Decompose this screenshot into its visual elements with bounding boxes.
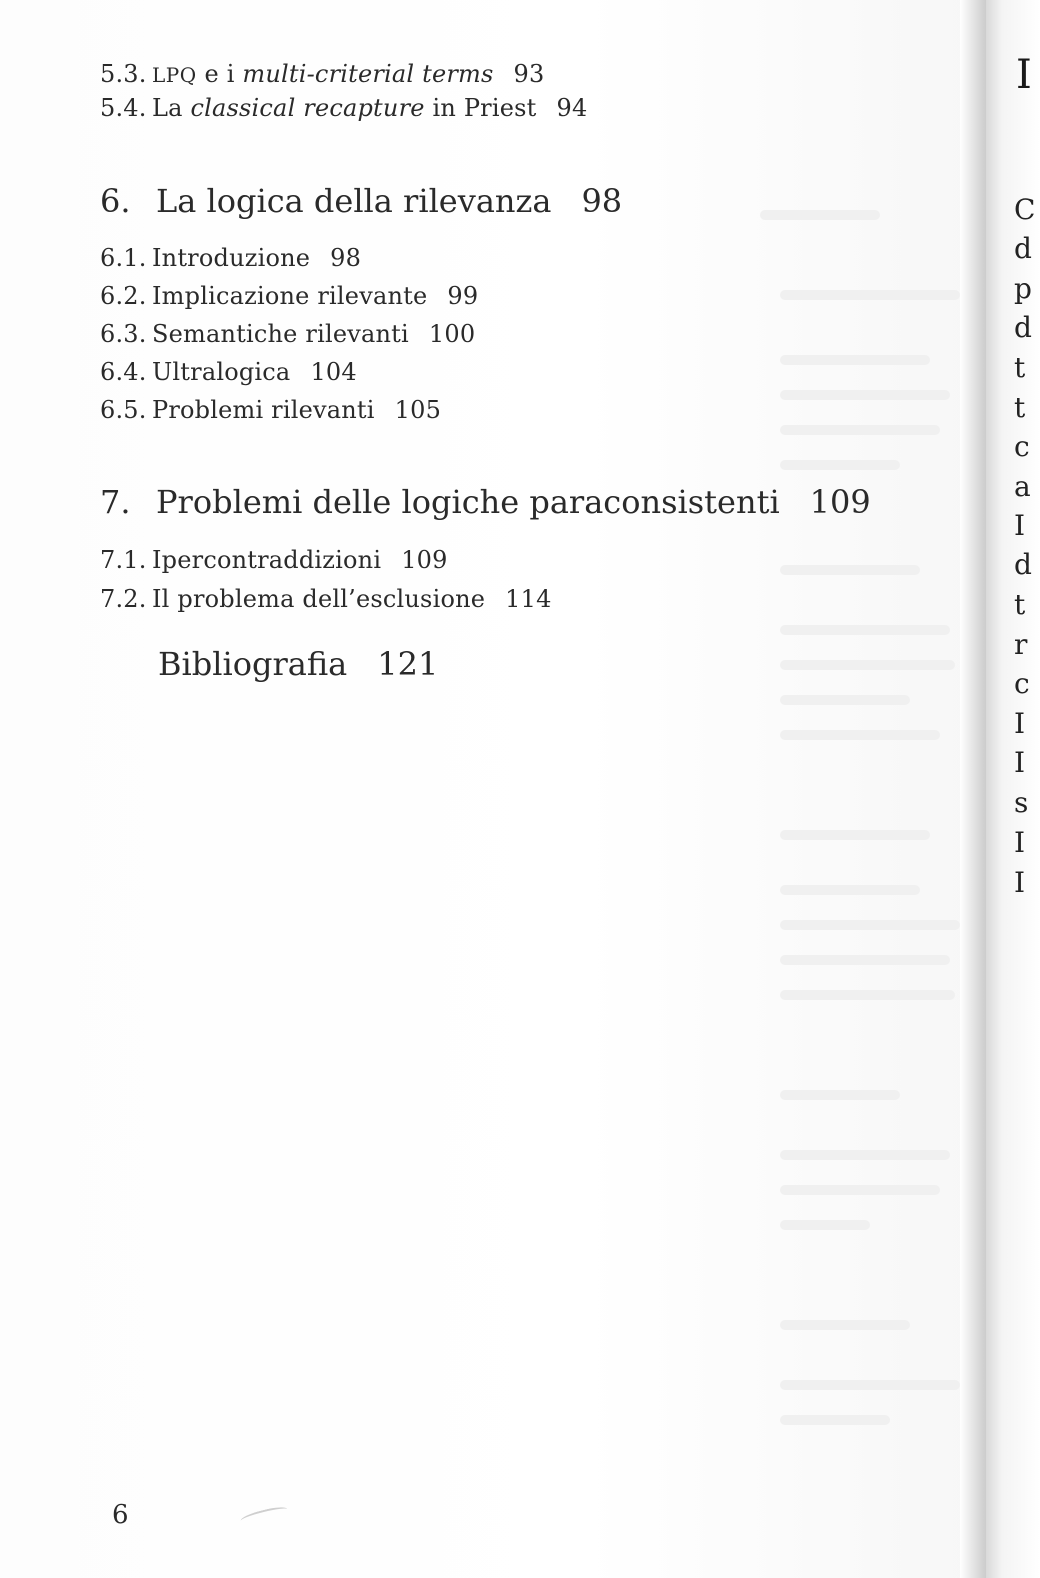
section-title-part: in Priest: [424, 94, 537, 122]
page-number: 109: [401, 546, 448, 574]
right-page-fragment: I: [1014, 707, 1026, 740]
right-page-fragment: c: [1014, 430, 1030, 463]
page-number: 114: [505, 585, 552, 613]
toc-entry-6-4: [100, 358, 357, 386]
section-title-part: e i: [196, 60, 243, 88]
toc-entry-6-3: [100, 320, 475, 348]
page-number: 100: [428, 320, 476, 348]
toc-entry-6-5: [100, 396, 441, 424]
right-page-fragment: d: [1014, 232, 1032, 265]
smudge-mark: [240, 1504, 289, 1525]
section-abbrev: LPQ: [152, 63, 197, 87]
page-number: 105: [394, 396, 442, 424]
bibliography-title: Bibliografia: [158, 645, 348, 683]
section-number: 6.4.: [100, 358, 147, 386]
page-number: 94: [556, 94, 588, 122]
right-page-fragment: s: [1014, 786, 1029, 819]
page-number: 98: [581, 182, 623, 220]
page-number: 109: [809, 483, 871, 521]
book-gutter: [960, 0, 988, 1578]
right-page-fragment: a: [1014, 470, 1031, 503]
right-page-fragment: I: [1014, 746, 1026, 779]
toc-bibliography: [158, 645, 438, 683]
toc-chapter-7: [100, 483, 871, 521]
right-page-fragment: t: [1014, 391, 1026, 424]
chapter-number: 6.: [100, 182, 131, 220]
section-title: Il problema dell’esclusione: [152, 585, 486, 613]
section-number: 5.3.: [100, 60, 147, 88]
section-title-part: La: [152, 94, 191, 122]
section-number: 6.3.: [100, 320, 147, 348]
right-page-fragment: I: [1014, 866, 1026, 899]
right-page-fragment: r: [1014, 628, 1028, 661]
right-page-fragment: C: [1014, 193, 1036, 226]
chapter-title: Problemi delle logiche paraconsistenti: [156, 483, 780, 521]
toc-entry-6-1: [100, 244, 361, 272]
toc-entry-6-2: [100, 282, 478, 310]
book-page-right: [986, 0, 1040, 1578]
right-page-fragment: d: [1014, 548, 1032, 581]
section-title: Introduzione: [152, 244, 311, 272]
section-number: 7.2.: [100, 585, 147, 613]
toc-entry-7-2: [100, 585, 552, 613]
section-title: Problemi rilevanti: [152, 396, 375, 424]
right-page-fragment: t: [1014, 588, 1026, 621]
right-page-fragment: p: [1014, 272, 1032, 305]
section-number: 6.2.: [100, 282, 147, 310]
right-page-fragment: I: [1014, 826, 1026, 859]
chapter-title: La logica della rilevanza: [156, 182, 552, 220]
bleed-through-text: [740, 0, 970, 1578]
section-title-italic: classical recapture: [190, 94, 425, 122]
section-number: 5.4.: [100, 94, 147, 122]
page-number: 99: [447, 282, 479, 310]
right-page-fragment: d: [1014, 311, 1032, 344]
section-number: 6.5.: [100, 396, 147, 424]
page-number: 121: [377, 645, 439, 683]
page-number: 104: [310, 358, 357, 386]
page-number: 98: [330, 244, 362, 272]
section-title: Ultralogica: [152, 358, 291, 386]
right-page-fragment: c: [1014, 667, 1030, 700]
toc-entry-5-3: [100, 60, 544, 88]
toc-entry-7-1: [100, 546, 448, 574]
page-number: 93: [513, 60, 545, 88]
right-page-fragment: I: [1014, 509, 1026, 542]
toc-chapter-6: [100, 182, 622, 220]
section-title: Implicazione rilevante: [152, 282, 428, 310]
right-page-title-fragment: I: [1016, 52, 1032, 98]
toc-entry-5-4: [100, 94, 587, 122]
chapter-number: 7.: [100, 483, 131, 521]
section-number: 6.1.: [100, 244, 147, 272]
section-title: Ipercontraddizioni: [152, 546, 382, 574]
page-folio: 6: [112, 1500, 129, 1530]
section-number: 7.1.: [100, 546, 147, 574]
section-title: Semantiche rilevanti: [152, 320, 409, 348]
right-page-fragment: t: [1014, 351, 1026, 384]
section-title-italic: multi-criterial terms: [242, 60, 494, 88]
